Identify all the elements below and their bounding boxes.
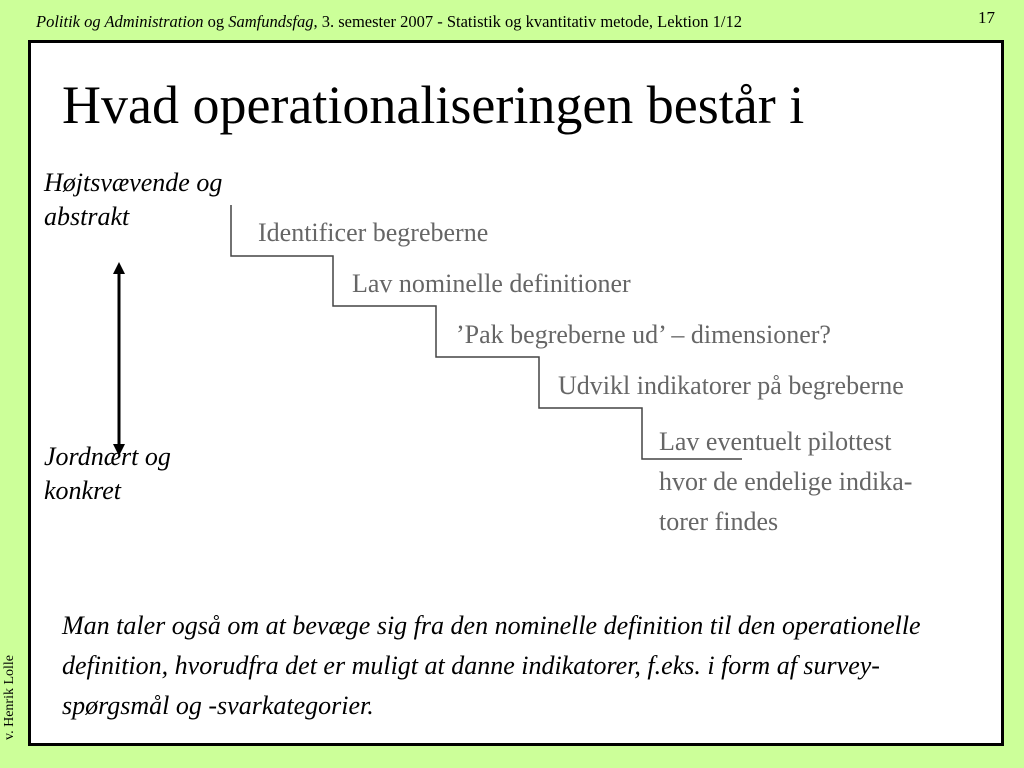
bottom-pole-line2: konkret xyxy=(44,476,121,505)
bottom-pole-line1: Jordnært og xyxy=(44,442,171,471)
step-5-line3: torer findes xyxy=(659,507,779,536)
page-title: Hvad operationaliseringen består i xyxy=(62,75,805,135)
caption-text: Man taler også om at bevæge sig fra den nominelle definition til den operationelle definition, hvorudfra det er muligt at danne indikatorer, f.eks. i form af survey-spørgsmål og -svarkategorier. xyxy=(62,611,921,720)
step-1: Identificer begreberne xyxy=(258,218,489,247)
step-3: ’Pak begreberne ud’ – dimensioner? xyxy=(456,320,831,349)
course-name-2: Samfundsfag xyxy=(228,12,314,31)
step-5-line1: Lav eventuelt pilottest xyxy=(659,427,892,456)
step-4: Udvikl indikatorer på begreberne xyxy=(558,371,904,400)
page-number: 17 xyxy=(978,8,995,27)
header-conjunction: og xyxy=(203,12,229,31)
step-5 xyxy=(659,422,912,542)
top-pole-line1: Højtsvævende og xyxy=(44,168,223,197)
author-credit: v. Henrik Lolle xyxy=(2,654,17,740)
step-2: Lav nominelle definitioner xyxy=(352,269,631,298)
top-pole-line2: abstrakt xyxy=(44,202,130,231)
course-name-1: Politik og Administration xyxy=(36,12,204,31)
step-5-line2: hvor de endelige indika- xyxy=(659,467,913,496)
header-lecture-info: , 3. semester 2007 - Statistik og kvantitativ metode, Lektion 1/12 xyxy=(313,12,742,31)
